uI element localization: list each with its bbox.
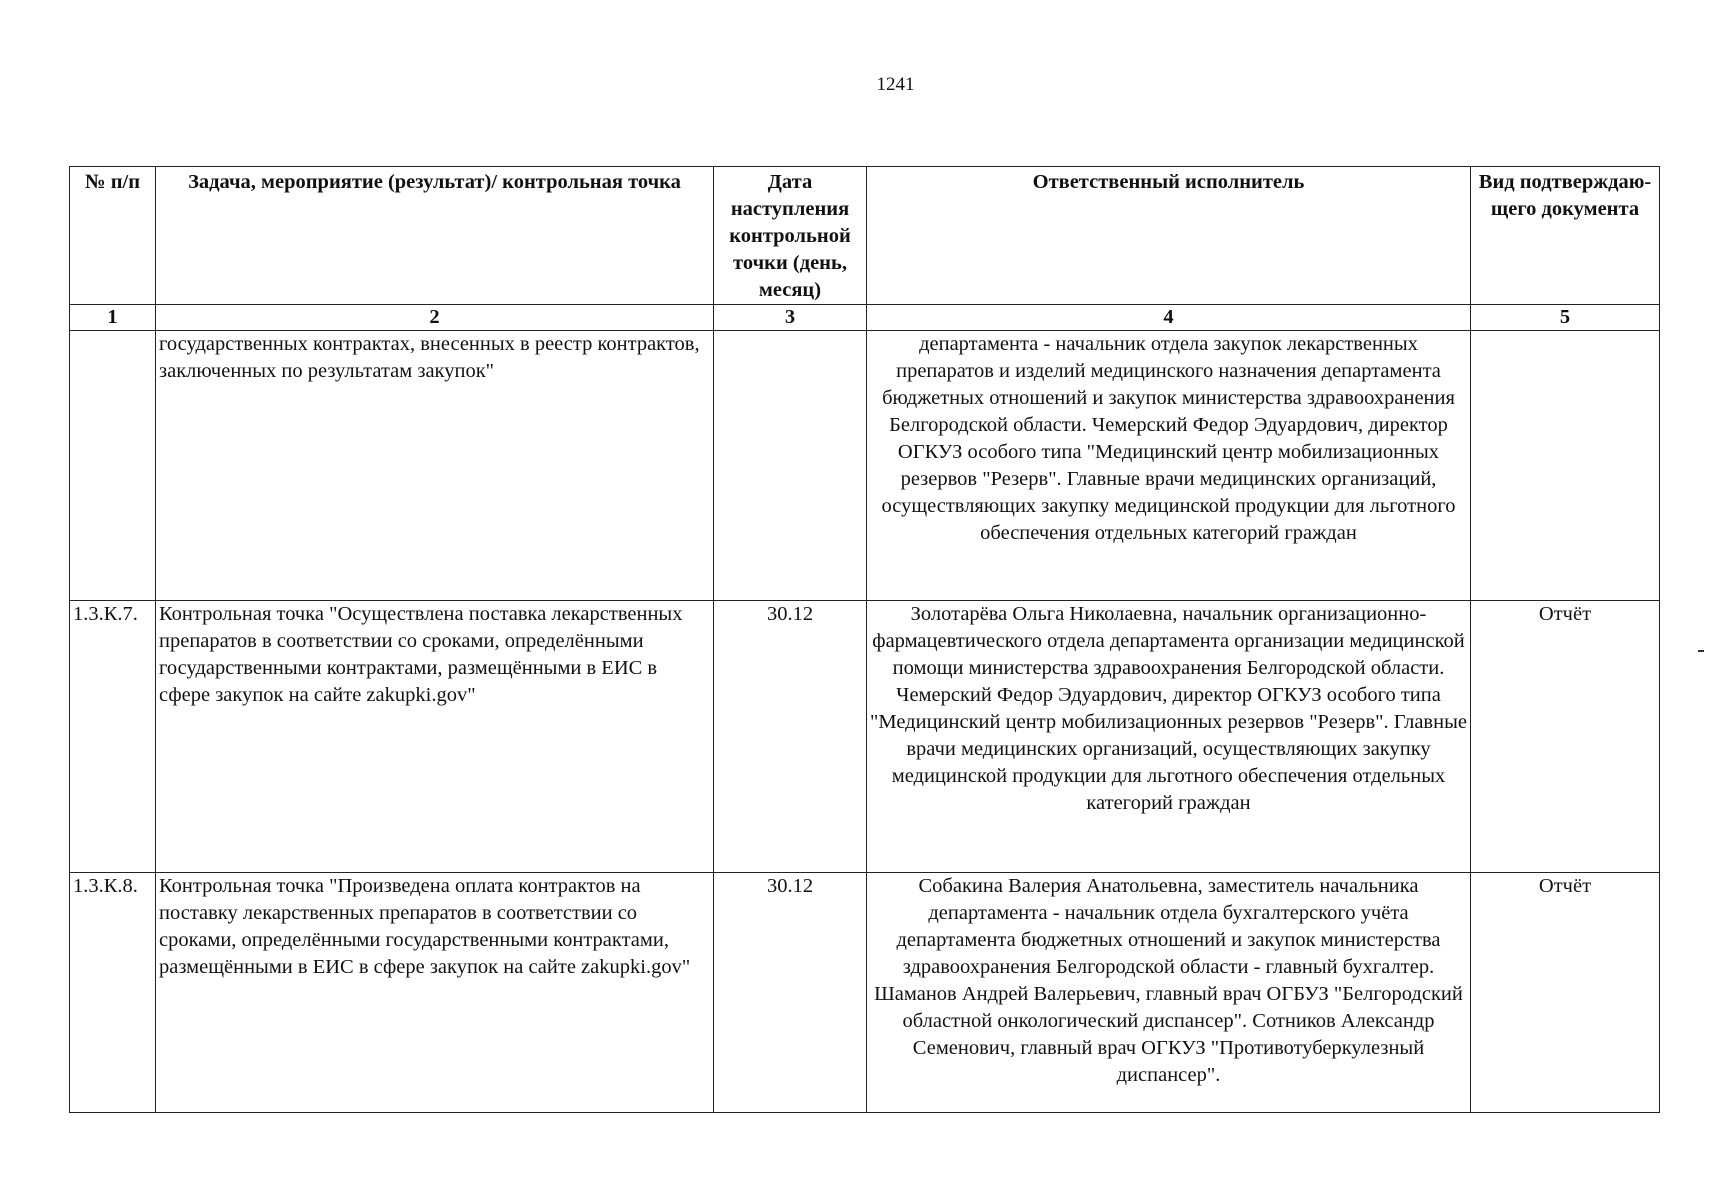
table-row: [70, 601, 1660, 873]
column-numbers-row: [70, 305, 1660, 331]
row-document: Отчёт: [1471, 873, 1660, 1113]
column-number: 5: [1471, 305, 1660, 331]
row-document: [1471, 331, 1660, 601]
row-number: 1.3.К.8.: [70, 873, 156, 1113]
header-task: Задача, мероприятие (результат)/ контрольная точка: [156, 167, 714, 305]
column-number: 4: [867, 305, 1471, 331]
row-task: Контрольная точка "Осуществлена поставка лекарственных препаратов в соответствии со сроками, определёнными государственными контрактами, размещёнными в ЕИС в сфере закупок на сайте zakupki.gov": [156, 601, 714, 873]
row-number: 1.3.К.7.: [70, 601, 156, 873]
row-date: 30.12: [714, 873, 867, 1113]
row-number: [70, 331, 156, 601]
header-number: № п/п: [70, 167, 156, 305]
page-number: 1241: [876, 74, 915, 95]
header-executor: Ответственный исполнитель: [867, 167, 1471, 305]
table-header-row: [70, 167, 1660, 305]
row-date: 30.12: [714, 601, 867, 873]
table-row: [70, 331, 1660, 601]
column-number: 2: [156, 305, 714, 331]
row-date: [714, 331, 867, 601]
row-executor: Золотарёва Ольга Николаевна, начальник организационно-фармацевтического отдела департамента организации медицинской помощи министерства здравоохранения Белгородской области. Чемерский Федор Эдуардович, директор ОГКУЗ особого типа "Медицинский центр мобилизационных резервов "Резерв". Главные врачи медицинских организаций, осуществляющих закупку медицинской продукции для льготного обеспечения отдельных категорий граждан: [867, 601, 1471, 873]
table-row: [70, 873, 1660, 1113]
column-number: 3: [714, 305, 867, 331]
header-date: Дата наступления контрольной точки (день, месяц): [714, 167, 867, 305]
margin-mark: [1698, 650, 1704, 652]
row-document: Отчёт: [1471, 601, 1660, 873]
row-executor: Собакина Валерия Анатольевна, заместитель начальника департамента - начальник отдела бухгалтерского учёта департамента бюджетных отношений и закупок министерства здравоохранения Белгородской области - главный бухгалтер. Шаманов Андрей Валерьевич, главный врач ОГБУЗ "Белгородский областной онкологический диспансер". Сотников Александр Семенович, главный врач ОГКУЗ "Противотуберкулезный диспансер".: [867, 873, 1471, 1113]
row-task: государственных контрактах, внесенных в реестр контрактов, заключенных по результатам закупок": [156, 331, 714, 601]
control-points-table: [69, 166, 1660, 1113]
header-document: Вид подтверждаю-щего документа: [1471, 167, 1660, 305]
column-number: 1: [70, 305, 156, 331]
row-task: Контрольная точка "Произведена оплата контрактов на поставку лекарственных препаратов в соответствии со сроками, определёнными государственными контрактами, размещёнными в ЕИС в сфере закупок на сайте zakupki.gov": [156, 873, 714, 1113]
row-executor: департамента - начальник отдела закупок лекарственных препаратов и изделий медицинского назначения департамента бюджетных отношений и закупок министерства здравоохранения Белгородской области. Чемерский Федор Эдуардович, директор ОГКУЗ особого типа "Медицинский центр мобилизационных резервов "Резерв". Главные врачи медицинских организаций, осуществляющих закупку медицинской продукции для льготного обеспечения отдельных категорий граждан: [867, 331, 1471, 601]
